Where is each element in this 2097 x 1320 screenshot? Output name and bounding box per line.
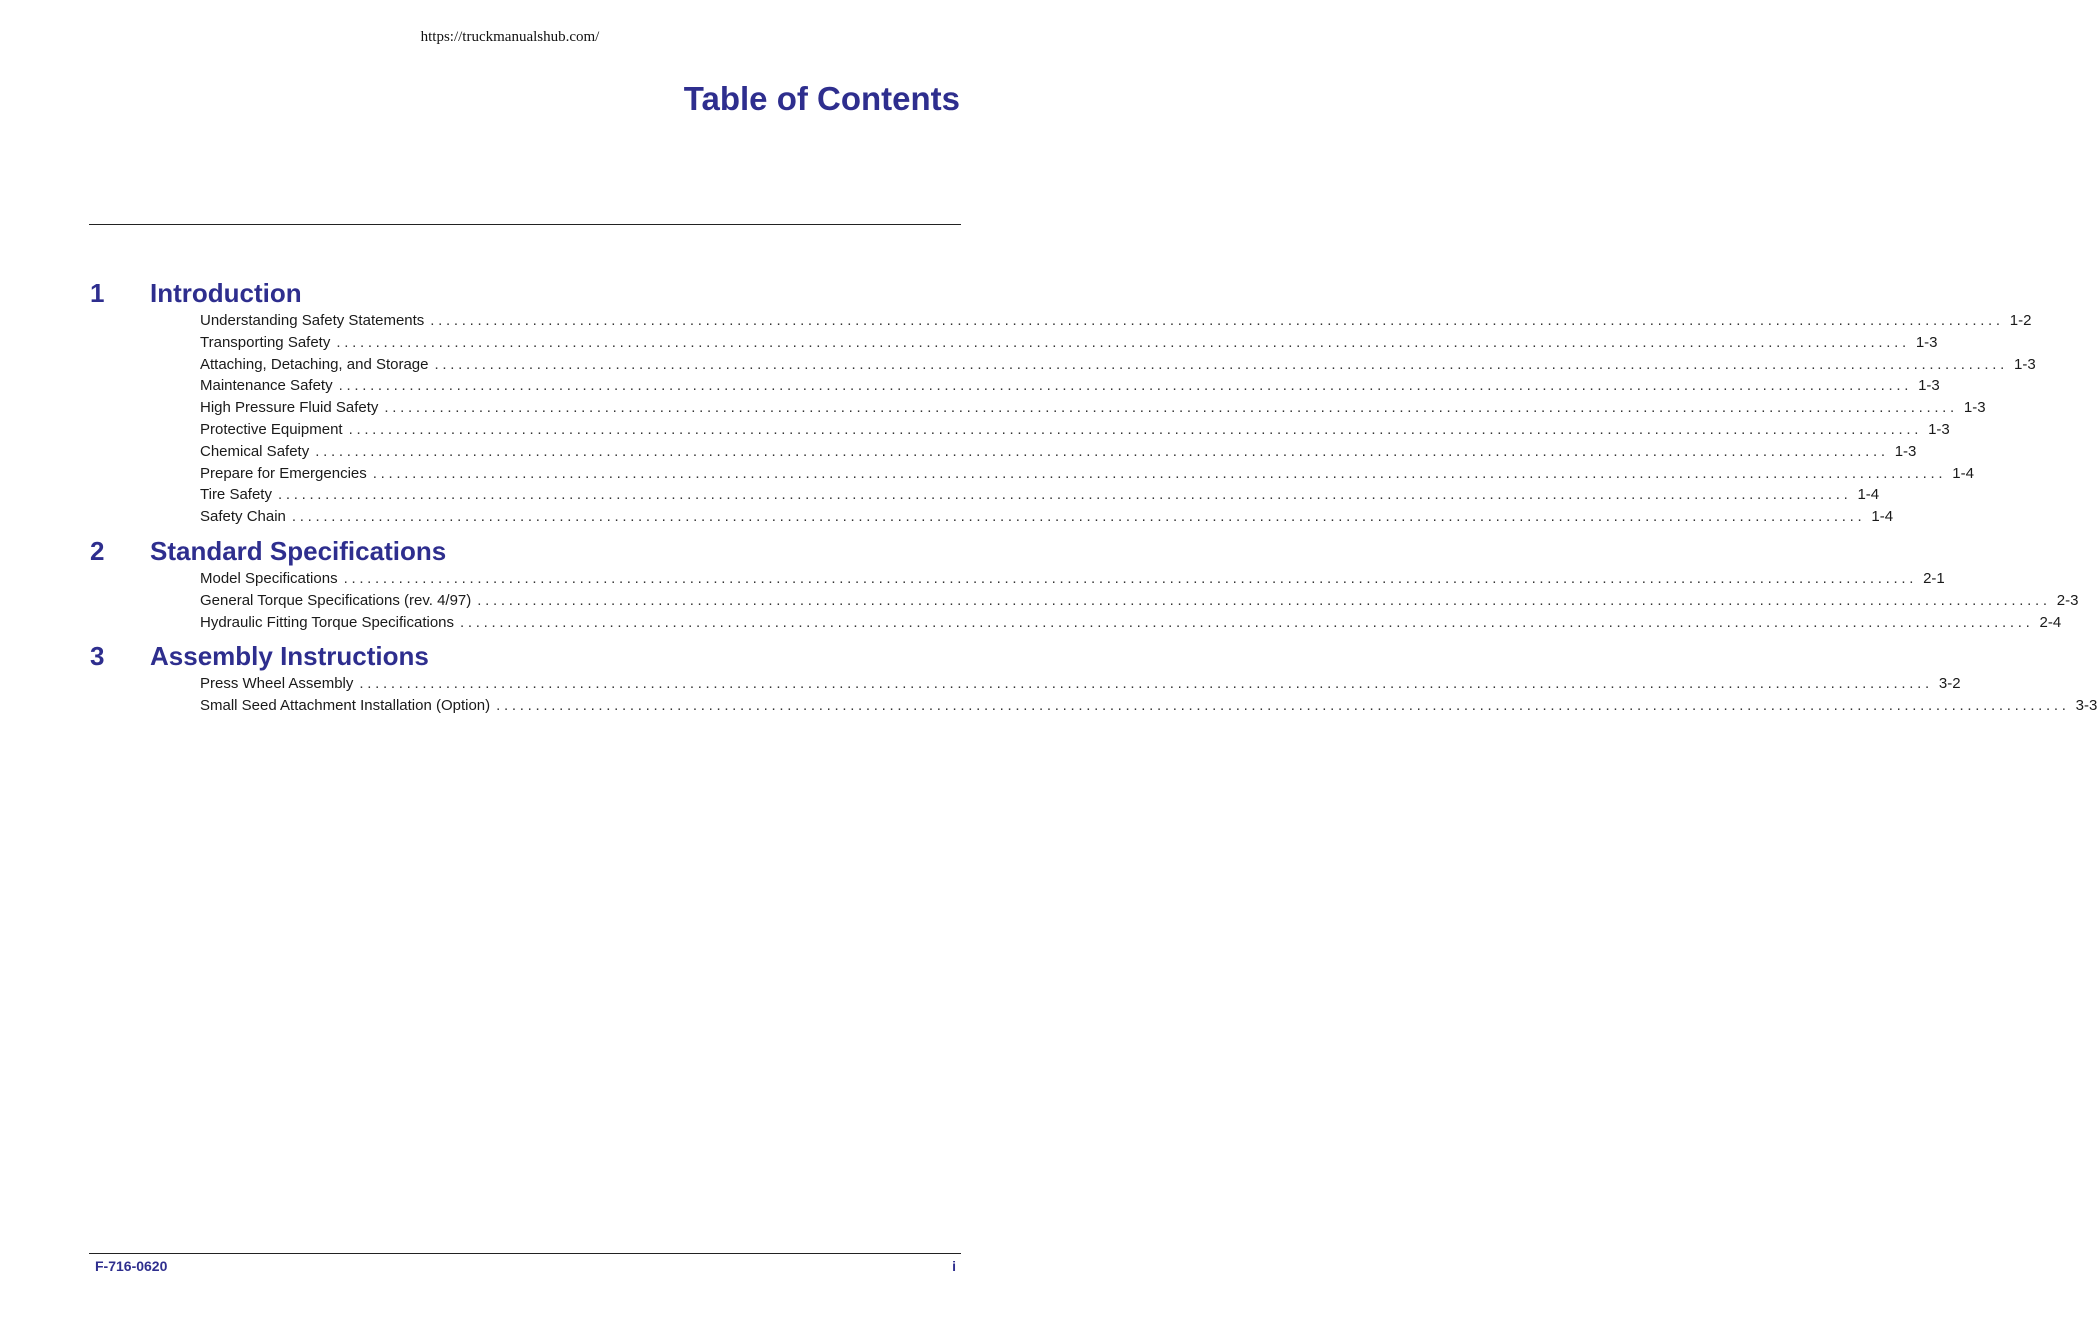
toc-entry-page: 3-3	[2075, 697, 2097, 715]
dot-leader: ........................................................................................................................................................................................................	[496, 697, 2070, 715]
page-number: i	[952, 1258, 956, 1274]
toc-entry-label: Small Seed Attachment Installation (Option)	[200, 697, 491, 715]
section-entries	[0, 312, 2036, 530]
toc-entry-label: Model Specifications	[200, 569, 338, 587]
section-heading	[0, 278, 1020, 312]
toc-entry-page: 1-4	[1857, 486, 1880, 504]
dot-leader: ........................................................................................................................................................................................................	[430, 312, 2004, 329]
dot-leader: ........................................................................................................................................................................................................	[277, 486, 1852, 504]
dot-leader: ........................................................................................................................................................................................................	[460, 613, 2034, 631]
table-of-contents	[0, 278, 2097, 725]
toc-entry-page: 1-3	[1915, 333, 1938, 351]
toc-entry-page: 3-2	[1938, 675, 1961, 693]
dot-leader: ........................................................................................................................................................................................................	[348, 420, 1923, 438]
toc-entry-label: Understanding Safety Statements	[200, 312, 425, 329]
toc-entry-label: Press Wheel Assembly	[200, 675, 354, 693]
toc-entry-label: Prepare for Emergencies	[200, 464, 367, 482]
section-title[interactable]: Standard Specifications	[150, 535, 447, 566]
toc-entry-label: Tire Safety	[200, 486, 272, 504]
footer-divider	[89, 1253, 961, 1254]
toc-entry-page: 1-4	[1952, 464, 1974, 482]
section-number: 3	[90, 641, 105, 672]
toc-entry-label: General Torque Specifications (rev. 4/97)	[200, 591, 472, 609]
dot-leader: ........................................................................................................................................................................................................	[384, 399, 1958, 417]
toc-entry-page: 2-4	[2039, 613, 2062, 631]
toc-entry[interactable]	[200, 333, 1938, 356]
dot-leader: ........................................................................................................................................................................................................	[336, 333, 1910, 351]
toc-entry[interactable]	[200, 697, 2097, 719]
section-number: 1	[90, 278, 105, 308]
toc-entry-page: 1-3	[2014, 355, 2036, 373]
toc-section-standard-specifications	[0, 535, 2079, 635]
dot-leader: ........................................................................................................................................................................................................	[434, 355, 2008, 373]
toc-entry[interactable]	[200, 675, 1961, 697]
toc-entry[interactable]	[200, 442, 1917, 465]
section-heading	[0, 536, 1020, 570]
toc-entry-label: Chemical Safety	[200, 442, 310, 460]
toc-entry[interactable]	[200, 591, 2079, 614]
toc-entry[interactable]	[200, 312, 2032, 334]
toc-entry-label: Transporting Safety	[200, 333, 331, 351]
toc-entry-label: Attaching, Detaching, and Storage	[200, 355, 429, 373]
dot-leader: ........................................................................................................................................................................................................	[315, 442, 1889, 460]
toc-entry[interactable]	[200, 420, 1950, 443]
toc-entry[interactable]	[200, 399, 1986, 421]
dot-leader: ........................................................................................................................................................................................................	[477, 591, 2051, 609]
header-divider	[89, 224, 961, 225]
dot-leader: ........................................................................................................................................................................................................	[359, 675, 1933, 693]
toc-entry-label: Protective Equipment	[200, 420, 343, 438]
toc-entry-label: High Pressure Fluid Safety	[200, 399, 379, 417]
section-title[interactable]: Introduction	[150, 278, 302, 308]
section-entries	[0, 675, 2097, 719]
document-number: F-716-0620	[95, 1258, 168, 1274]
toc-entry-page: 1-3	[1894, 442, 1917, 460]
toc-entry-page: 2-1	[1923, 569, 1945, 587]
toc-section-introduction	[0, 278, 2036, 530]
source-url[interactable]: https://truckmanualshub.com/	[420, 29, 600, 45]
dot-leader: ........................................................................................................................................................................................................	[338, 377, 1913, 395]
toc-entry[interactable]	[200, 486, 1880, 508]
section-title[interactable]: Assembly Instructions	[150, 641, 429, 672]
toc-entry[interactable]	[200, 464, 1974, 487]
toc-entry[interactable]	[200, 377, 1940, 399]
toc-entry-label: Maintenance Safety	[200, 377, 333, 395]
toc-section-assembly-instructions	[0, 641, 2097, 719]
toc-entry[interactable]	[200, 355, 2036, 378]
toc-entry[interactable]	[200, 613, 2062, 636]
toc-entry-page: 2-3	[2056, 591, 2079, 609]
toc-entry-page: 1-4	[1871, 508, 1894, 526]
toc-entry[interactable]	[200, 569, 1945, 592]
dot-leader: ........................................................................................................................................................................................................	[372, 464, 1947, 482]
toc-entry-page: 1-2	[2009, 312, 2032, 329]
dot-leader: ........................................................................................................................................................................................................	[291, 508, 1866, 526]
toc-entry-page: 1-3	[1918, 377, 1940, 395]
dot-leader: ........................................................................................................................................................................................................	[343, 569, 1918, 587]
section-entries	[0, 569, 2079, 635]
toc-entry-label: Safety Chain	[200, 508, 286, 526]
toc-entry[interactable]	[200, 508, 1894, 530]
page-title: Table of Contents	[683, 80, 960, 117]
section-number: 2	[90, 535, 105, 566]
toc-entry-page: 1-3	[1963, 399, 1986, 417]
toc-entry-label: Hydraulic Fitting Torque Specifications	[200, 613, 455, 631]
toc-entry-page: 1-3	[1928, 420, 1950, 438]
section-heading	[0, 641, 1020, 675]
